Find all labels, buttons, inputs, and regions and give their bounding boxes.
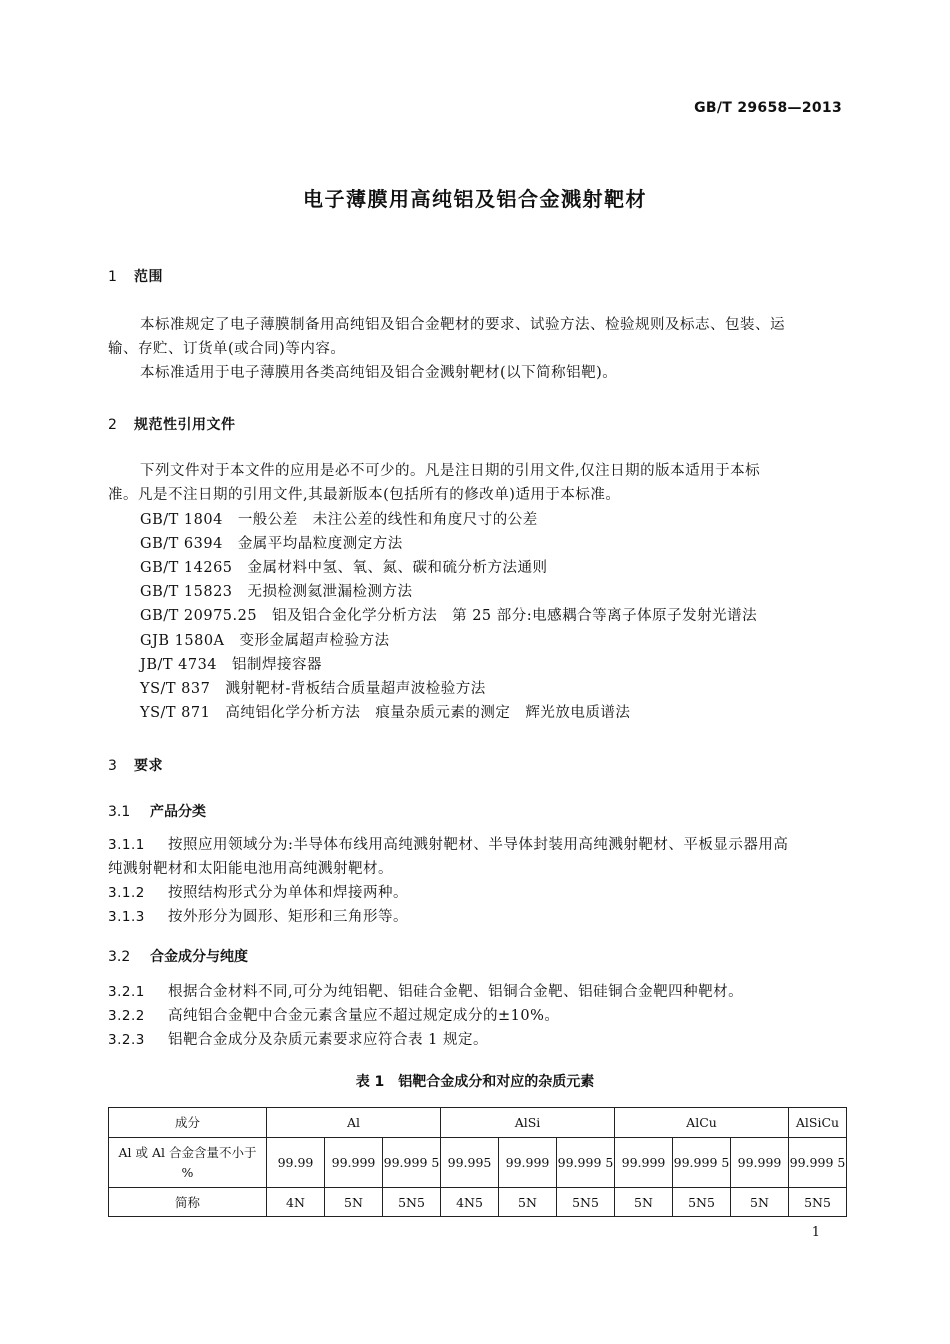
table-cell: 5N5 — [557, 1188, 615, 1217]
table-cell: 4N — [267, 1188, 325, 1217]
table-cell: 5N5 — [383, 1188, 441, 1217]
clause-3-1-1-line-1: 3.1.1 按照应用领域分为:半导体布线用高纯溅射靶材、半导体封装用高纯溅射靶材、平板显示器用高 — [108, 837, 789, 853]
page-number: 1 — [811, 1225, 820, 1240]
section-number: 1 — [108, 269, 118, 285]
row-header: Al 或 Al 合金含量不小于 % — [109, 1138, 267, 1188]
reference-item: GB/T 20975.25 铝及铝合金化学分析方法 第 25 部分:电感耦合等离子体原子发射光谱法 — [140, 608, 758, 624]
reference-item: GB/T 15823 无损检测氦泄漏检测方法 — [140, 584, 413, 600]
s1-paragraph-2: 本标准适用于电子薄膜用各类高纯铝及铝合金溅射靶材(以下简称铝靶)。 — [140, 365, 618, 381]
reference-item: GJB 1580A 变形金属超声检验方法 — [140, 633, 390, 649]
clause-3-2-3: 3.2.3 铝靶合金成分及杂质元素要求应符合表 1 规定。 — [108, 1032, 488, 1048]
subsection-number: 3.2 — [108, 949, 131, 965]
section-number: 2 — [108, 417, 118, 433]
subsection-number: 3.1 — [108, 804, 131, 820]
table-cell: 5N5 — [673, 1188, 731, 1217]
section-title: 规范性引用文件 — [134, 417, 236, 433]
s1-paragraph-1-line-1: 本标准规定了电子薄膜制备用高纯铝及铝合金靶材的要求、试验方法、检验规则及标志、包装、运 — [140, 317, 785, 333]
section-2-heading — [108, 414, 236, 434]
table-cell: 99.995 — [441, 1138, 499, 1188]
row-header: 成分 — [109, 1108, 267, 1138]
table-cell: 99.999 5 — [383, 1138, 441, 1188]
subsection-3-1-heading — [108, 801, 206, 821]
clause-3-1-3: 3.1.3 按外形分为圆形、矩形和三角形等。 — [108, 909, 408, 925]
clause-3-2-2: 3.2.2 高纯铝合金靶中合金元素含量应不超过规定成分的±10%。 — [108, 1008, 560, 1024]
document-title: 电子薄膜用高纯铝及铝合金溅射靶材 — [303, 187, 647, 211]
group-header: AlCu — [615, 1108, 789, 1138]
group-header: AlSi — [441, 1108, 615, 1138]
clause-3-1-1-line-2: 纯溅射靶材和太阳能电池用高纯溅射靶材。 — [108, 861, 393, 877]
standard-code: GB/T 29658—2013 — [694, 100, 842, 116]
table-cell: 99.999 5 — [557, 1138, 615, 1188]
section-1-heading — [108, 266, 163, 286]
table-row — [109, 1108, 847, 1138]
reference-item: GB/T 6394 金属平均晶粒度测定方法 — [140, 536, 403, 552]
table-row — [109, 1138, 847, 1188]
table-cell: 5N — [615, 1188, 673, 1217]
reference-item: JB/T 4734 铝制焊接容器 — [140, 657, 323, 673]
table-cell: 99.999 — [731, 1138, 789, 1188]
table-cell: 5N5 — [789, 1188, 847, 1217]
group-header: AlSiCu — [789, 1108, 847, 1138]
table-cell: 99.999 — [615, 1138, 673, 1188]
clause-3-1-2: 3.1.2 按照结构形式分为单体和焊接两种。 — [108, 885, 408, 901]
section-title: 范围 — [134, 269, 163, 285]
subsection-title: 产品分类 — [150, 804, 206, 820]
reference-item: GB/T 14265 金属材料中氢、氧、氮、碳和硫分析方法通则 — [140, 560, 548, 576]
s2-paragraph-line-1: 下列文件对于本文件的应用是必不可少的。凡是注日期的引用文件,仅注日期的版本适用于本标 — [140, 463, 761, 479]
table-cell: 99.999 5 — [673, 1138, 731, 1188]
reference-item: YS/T 871 高纯铝化学分析方法 痕量杂质元素的测定 辉光放电质谱法 — [140, 705, 631, 721]
table-cell: 5N — [731, 1188, 789, 1217]
s1-paragraph-1-line-2: 输、存贮、订货单(或合同)等内容。 — [108, 341, 346, 357]
table-1 — [108, 1107, 847, 1217]
table-cell: 99.999 — [325, 1138, 383, 1188]
section-3-heading — [108, 755, 163, 775]
s2-paragraph-line-2: 准。凡是不注日期的引用文件,其最新版本(包括所有的修改单)适用于本标准。 — [108, 487, 621, 503]
table-cell: 5N — [499, 1188, 557, 1217]
subsection-3-2-heading — [108, 946, 248, 966]
clause-3-2-1: 3.2.1 根据合金材料不同,可分为纯铝靶、铝硅合金靶、铝铜合金靶、铝硅铜合金靶四种靶材。 — [108, 984, 744, 1000]
table-cell: 5N — [325, 1188, 383, 1217]
row-header: 简称 — [109, 1188, 267, 1217]
reference-item: YS/T 837 溅射靶材-背板结合质量超声波检验方法 — [140, 681, 486, 697]
table-1-title: 表 1 铝靶合金成分和对应的杂质元素 — [355, 1074, 595, 1090]
table-cell: 99.999 — [499, 1138, 557, 1188]
table-cell: 99.999 5 — [789, 1138, 847, 1188]
subsection-title: 合金成分与纯度 — [150, 949, 248, 965]
group-header: Al — [267, 1108, 441, 1138]
table-cell: 99.99 — [267, 1138, 325, 1188]
table-cell: 4N5 — [441, 1188, 499, 1217]
section-title: 要求 — [134, 758, 163, 774]
section-number: 3 — [108, 758, 118, 774]
reference-item: GB/T 1804 一般公差 未注公差的线性和角度尺寸的公差 — [140, 512, 538, 528]
table-row — [109, 1188, 847, 1217]
